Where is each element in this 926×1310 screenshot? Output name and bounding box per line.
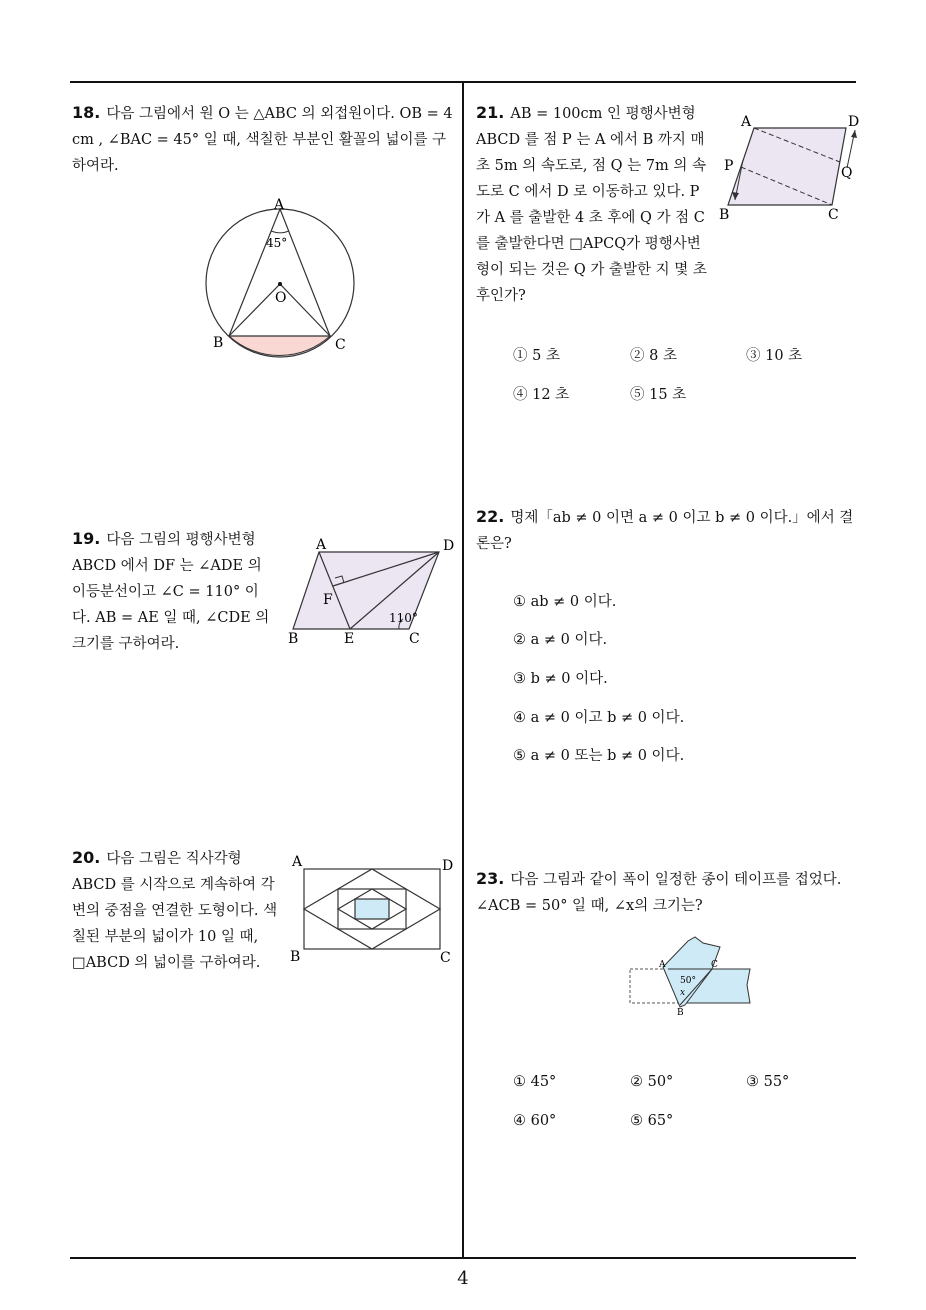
question-text: AB = 100cm 인 평행사변형 ABCD 를 점 P 는 A 에서 B 까지 매초 5m 의 속도로, 점 Q 는 7m 의 속도로 C 에서 D 로 이동하고 있다. P 가 A 를 출발한 4 초 후에 Q 가 점 C 를 출발한다면 □APCQ가 평행사변형이 되는 것은 Q 가 출발한 지 몇 초 후인가?	[476, 106, 707, 304]
label-A: A	[316, 537, 327, 553]
label-B: B	[288, 631, 299, 647]
option-1[interactable]: ① 5 초	[513, 348, 560, 364]
option-4[interactable]: ④ 12 초	[513, 387, 570, 403]
label-A: A	[741, 114, 752, 130]
question-20	[72, 845, 282, 976]
label-P: P	[724, 158, 734, 174]
label-B: B	[290, 949, 301, 965]
label-E: E	[344, 631, 355, 647]
question-text: 다음 그림과 같이 폭이 일정한 종이 테이프를 접었다. ∠ACB = 50° 일 때, ∠x의 크기는?	[476, 872, 842, 914]
option-4[interactable]: ④ a ≠ 0 이고 b ≠ 0 이다.	[513, 710, 685, 726]
option-5[interactable]: ⑤ 15 초	[630, 387, 687, 403]
question-number: 20.	[72, 848, 101, 867]
figure-21-parallelogram	[714, 110, 864, 234]
question-21	[476, 100, 708, 309]
option-2[interactable]: ② a ≠ 0 이다.	[513, 632, 608, 648]
option-1[interactable]: ① ab ≠ 0 이다.	[513, 594, 617, 610]
label-D: D	[442, 858, 454, 874]
option-2[interactable]: ② 8 초	[630, 348, 677, 364]
label-C: C	[711, 960, 718, 970]
question-number: 22.	[476, 507, 505, 526]
label-O: O	[275, 290, 287, 306]
label-C: C	[828, 207, 839, 223]
question-18	[72, 100, 457, 179]
label-angle: 50°	[680, 976, 696, 986]
option-3[interactable]: ③ 10 초	[746, 348, 803, 364]
label-F: F	[323, 592, 333, 608]
label-B: B	[719, 207, 730, 223]
question-19	[72, 526, 272, 657]
label-C: C	[335, 337, 346, 353]
question-number: 19.	[72, 529, 101, 548]
label-B: B	[213, 335, 224, 351]
option-4[interactable]: ④ 60°	[513, 1113, 557, 1129]
question-text: 명제「ab ≠ 0 이면 a ≠ 0 이고 b ≠ 0 이다.」에서 결론은?	[476, 510, 854, 552]
label-C: C	[440, 950, 451, 966]
label-A: A	[274, 197, 285, 213]
figure-19-parallelogram	[285, 533, 465, 652]
question-23	[476, 866, 866, 919]
label-angle: 45°	[266, 236, 288, 250]
question-22	[476, 504, 861, 557]
question-text: 다음 그림은 직사각형 ABCD 를 시작으로 계속하여 각 변의 중점을 연결한 도형이다. 색칠된 부분의 넓이가 10 일 때, □ABCD 의 넓이를 구하여라.	[72, 851, 278, 971]
option-5[interactable]: ⑤ a ≠ 0 또는 b ≠ 0 이다.	[513, 748, 685, 764]
label-D: D	[443, 538, 455, 554]
page-number: 4	[457, 1268, 469, 1289]
label-C: C	[409, 631, 420, 647]
option-3[interactable]: ③ 55°	[746, 1074, 790, 1090]
figure-20-nested-rectangles	[288, 853, 458, 972]
question-text: 다음 그림의 평행사변형 ABCD 에서 DF 는 ∠ADE 의 이등분선이고 ∠C = 110° 이다. AB = AE 일 때, ∠CDE 의 크기를 구하여라.	[72, 532, 270, 652]
question-text: 다음 그림에서 원 O 는 △ABC 의 외접원이다. OB = 4 cm , ∠BAC = 45° 일 때, 색칠한 부분인 활꼴의 넓이를 구하여라.	[72, 106, 453, 174]
figure-18-circle	[200, 195, 370, 364]
option-2[interactable]: ② 50°	[630, 1074, 674, 1090]
option-3[interactable]: ③ b ≠ 0 이다.	[513, 671, 608, 687]
figure-23-folded-tape	[625, 935, 755, 1024]
question-number: 23.	[476, 869, 505, 888]
question-number: 18.	[72, 103, 101, 122]
label-Q: Q	[841, 165, 853, 181]
label-x: x	[680, 988, 686, 998]
question-number: 21.	[476, 103, 505, 122]
option-5[interactable]: ⑤ 65°	[630, 1113, 674, 1129]
label-A: A	[659, 960, 666, 970]
option-1[interactable]: ① 45°	[513, 1074, 557, 1090]
label-B: B	[677, 1008, 684, 1018]
column-divider	[462, 82, 464, 1258]
label-angle: 110°	[389, 611, 418, 625]
label-A: A	[292, 854, 303, 870]
label-D: D	[848, 114, 860, 130]
